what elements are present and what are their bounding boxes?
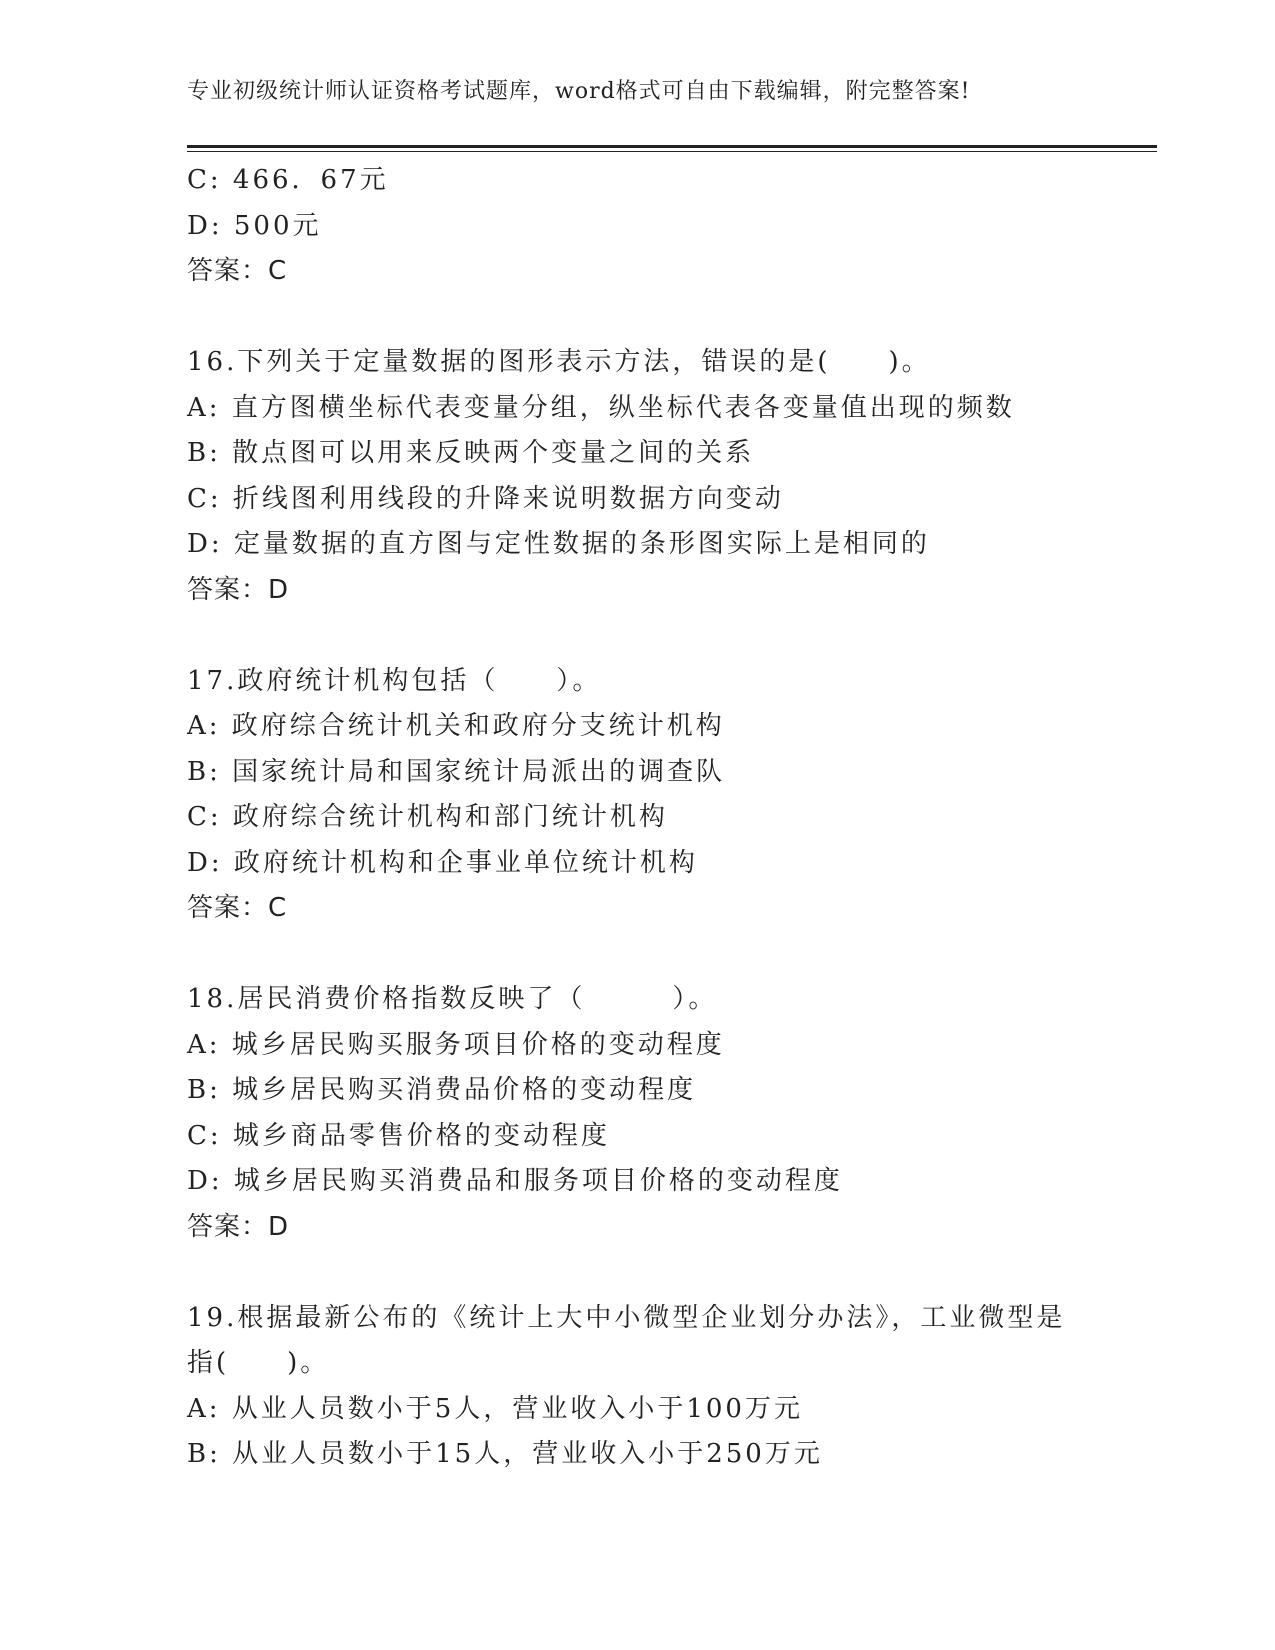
spacer: [187, 1250, 1097, 1296]
answer: 答案：C: [187, 256, 288, 286]
question-18-stem: 18.居民消费价格指数反映了（ ）。: [187, 984, 718, 1014]
question-content: [187, 158, 1097, 1478]
question-18-option-c: C: 城乡商品零售价格的变动程度: [187, 1120, 610, 1151]
question-19-option-a: A: 从业人员数小于5人，营业收入小于100万元: [187, 1393, 803, 1424]
question-16-stem: 16.下列关于定量数据的图形表示方法，错误的是( )。: [187, 347, 931, 377]
question-16-option-a: A: 直方图横坐标代表变量分组，纵坐标代表各变量值出现的频数: [187, 392, 1015, 423]
question-16-option-c: C: 折线图利用线段的升降来说明数据方向变动: [187, 483, 784, 514]
question-17-option-c: C: 政府综合统计机构和部门统计机构: [187, 802, 668, 832]
page-header: 专业初级统计师认证资格考试题库，word格式可自由下载编辑，附完整答案!: [187, 79, 971, 104]
header-divider-thin: [187, 151, 1157, 152]
question-17-option-d: D: 政府统计机构和企事业单位统计机构: [187, 847, 698, 878]
question-17-answer: 答案：C: [187, 893, 288, 923]
question-16-option-d: D: 定量数据的直方图与定性数据的条形图实际上是相同的: [187, 529, 930, 559]
question-17-option-b: B: 国家统计局和国家统计局派出的调查队: [187, 756, 726, 787]
spacer: [187, 613, 1097, 659]
option-d: D: 500元: [187, 210, 322, 241]
question-17-stem: 17.政府统计机构包括（ ）。: [187, 665, 602, 696]
question-17-option-a: A: 政府综合统计机关和政府分支统计机构: [187, 711, 725, 741]
question-16-answer: 答案：D: [187, 574, 290, 605]
question-19-stem-continued: 指( )。: [187, 1348, 330, 1378]
question-19-stem: 19.根据最新公布的《统计上大中小微型企业划分办法》，工业微型是: [187, 1302, 1066, 1333]
question-16-option-b: B: 散点图可以用来反映两个变量之间的关系: [187, 438, 755, 468]
question-18-answer: 答案：D: [187, 1211, 290, 1242]
option-c: C: 466．67元: [187, 165, 389, 195]
question-19-option-b: B: 从业人员数小于15人，营业收入小于250万元: [187, 1439, 823, 1469]
question-18-option-a: A: 城乡居民购买服务项目价格的变动程度: [187, 1029, 725, 1060]
spacer: [187, 932, 1097, 978]
question-18-option-b: B: 城乡居民购买消费品价格的变动程度: [187, 1075, 697, 1105]
header-divider: [187, 145, 1157, 148]
question-18-option-d: D: 城乡居民购买消费品和服务项目价格的变动程度: [187, 1166, 843, 1196]
spacer: [187, 295, 1097, 341]
